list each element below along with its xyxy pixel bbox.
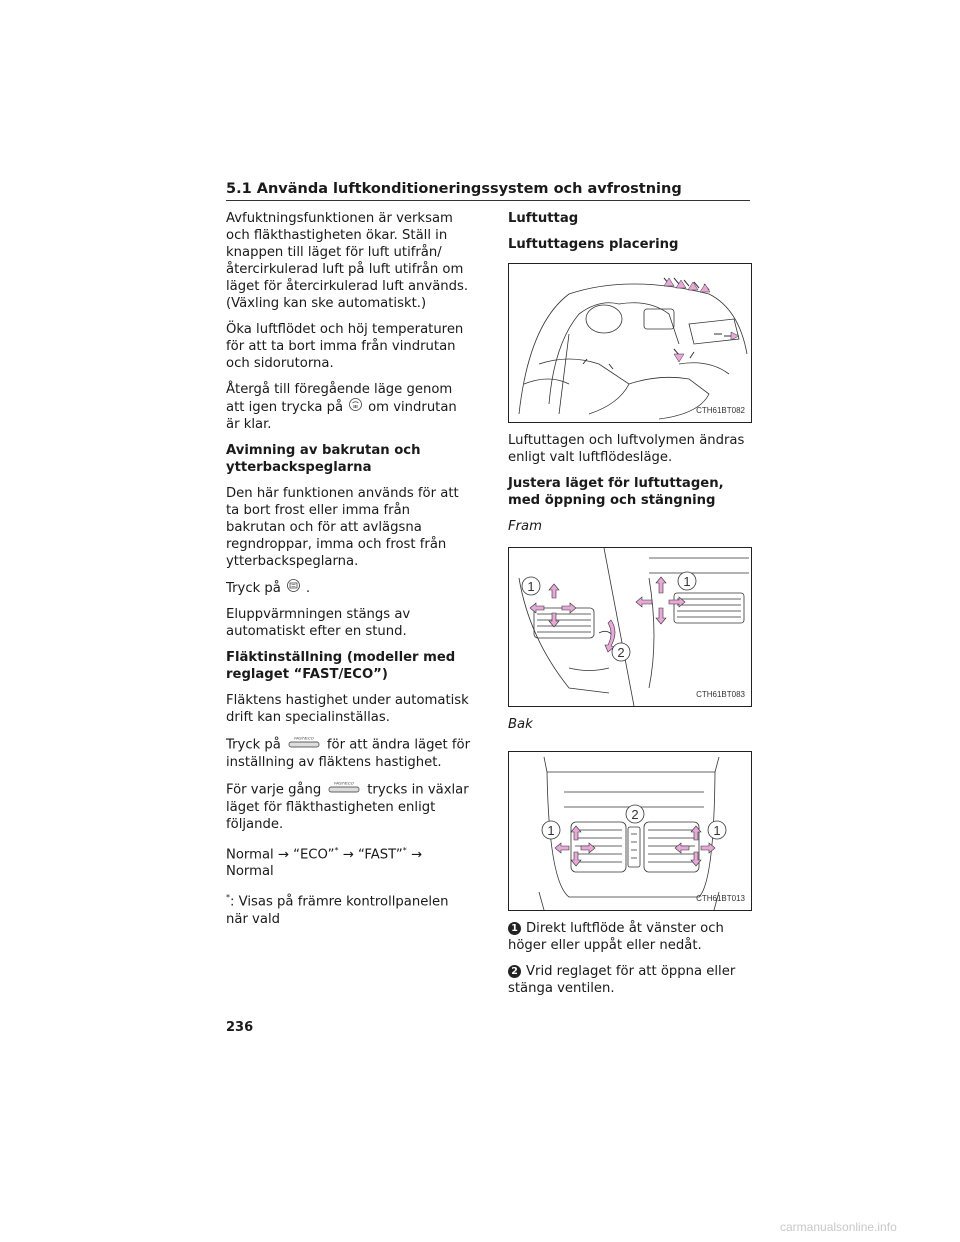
paragraph: Den här funktionen används för att ta bort frost eller imma från bakrutan och för att avlägsna regndroppar, imma och frost från ytterbackspeglarna. [226,486,459,569]
callout-2: 2 [631,807,639,822]
figure-vent-locations [508,263,752,423]
section-header [226,178,750,201]
rear-defog-icon [287,579,300,597]
windshield-defog-icon [349,398,362,416]
callout-1: 1 [547,823,555,838]
paragraph: Eluppvärmningen stängs av automatiskt efter en stund. [226,607,411,639]
list-item: 2 Vrid reglaget för att öppna eller stänga ventilen. [508,964,736,996]
section-title: 5.1 Använda luftkonditioneringssystem och avfrostning [226,181,682,197]
car-interior-illustration [509,264,751,422]
callout-1: 1 [683,574,691,589]
subheading: Avimning av bakrutan och ytterbackspeglarna [226,443,421,475]
subheading: Luftuttagens placering [508,237,679,252]
figure-rear-vents [508,751,752,911]
figure-code: CTH61BT013 [696,894,745,903]
subheading: Luftuttag [508,211,579,226]
paragraph: Fläktens hastighet under automatisk drift kan specialinställas. [226,693,469,725]
paragraph: Återgå till föregående läge genom att igen trycka på om vindrutan är klar. [226,382,457,432]
fast-eco-button-icon [327,780,361,799]
paragraph: För varje gång FAST/ECO trycks in växlar läget för fläkthastigheten enligt följande. [226,780,469,832]
right-column [508,210,751,1006]
paragraph: Normal → “ECO”* → “FAST”* → Normal [226,846,422,880]
subheading: Justera läget för luftuttagen, med öppning och stängning [508,476,724,508]
paragraph: Tryck på FAST/ECO för att ändra läget för inställning av fläktens hastighet. [226,735,471,770]
left-column [226,210,471,937]
figure-code: CTH61BT082 [696,406,745,415]
paragraph: Avfuktningsfunktionen är verksam och fläkthastigheten ökar. Ställ in knappen till läget för luft utifrån/återcirkulerad luft på luft utifrån om läget för återcirkulerad luft används. (Växling kan ske automatiskt.) [226,211,469,311]
list-item: 1 Direkt luftflöde åt vänster och höger eller uppåt eller nedåt. [508,921,724,953]
footnote: *: Visas på främre kontrollpanelen när vald [226,893,449,927]
fast-eco-label: FAST/ECO [294,735,314,741]
callout-1: 1 [527,579,535,594]
figure-code: CTH61BT083 [696,690,745,699]
rear-vent-illustration [509,752,751,910]
subheading: Fläktinställning (modeller med reglaget “FAST/ECO”) [226,650,456,682]
front-vent-illustration [509,548,751,706]
number-badge: 2 [508,965,521,978]
figure-front-vents [508,547,752,707]
paragraph: Tryck på . [226,581,311,596]
number-badge: 1 [508,922,521,935]
page-number: 236 [226,1020,254,1035]
callout-2: 2 [617,645,625,660]
label-rear: Bak [508,717,533,732]
paragraph: Öka luftflödet och höj temperaturen för att ta bort imma från vindrutan och sidorutorna. [226,322,464,371]
fast-eco-label: FAST/ECO [334,780,355,786]
watermark[interactable]: carmanualsonline.info [780,1220,897,1234]
fast-eco-button-icon [287,735,321,754]
callout-1: 1 [713,823,721,838]
label-front: Fram [508,519,542,534]
paragraph: Luftuttagen och luftvolymen ändras enligt valt luftflödesläge. [508,433,745,465]
